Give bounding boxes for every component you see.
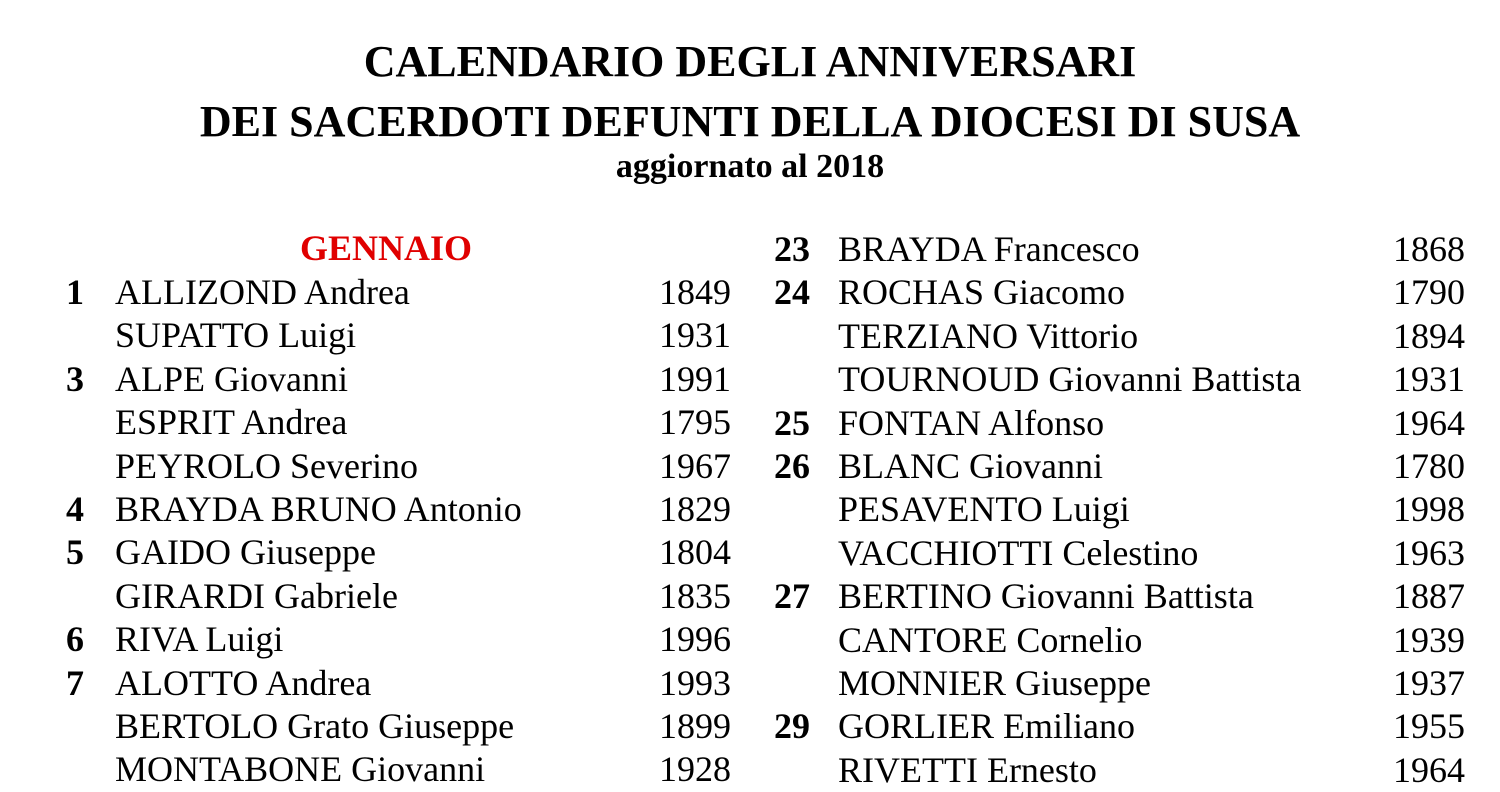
entry-name: FONTAN Alfonso <box>838 402 1105 443</box>
entry-name: TOURNOUD Giovanni Battista <box>838 359 1302 400</box>
entry-day: 5 <box>66 532 84 573</box>
entry-day: 7 <box>66 662 84 703</box>
entry-day: 24 <box>774 272 810 313</box>
entry-day: 27 <box>774 576 810 617</box>
entry-year: 1964 <box>1393 749 1465 790</box>
anniversary-entry <box>0 532 1500 575</box>
entry-year: 1899 <box>659 706 731 746</box>
anniversary-entry <box>0 315 1500 358</box>
entry-name: PEYROLO Severino <box>115 445 418 486</box>
entry-year: 1795 <box>659 402 731 443</box>
anniversary-entry <box>0 271 1500 314</box>
anniversary-entry <box>0 749 1500 792</box>
entry-name: BERTINO Giovanni Battista <box>838 576 1254 617</box>
anniversary-entry <box>0 445 1500 488</box>
entry-day: 29 <box>774 706 810 747</box>
entry-name: VACCHIOTTI Celestino <box>838 532 1199 573</box>
entry-year: 1928 <box>659 749 731 790</box>
entry-name: ALLIZOND Andrea <box>115 272 410 312</box>
entry-day: 4 <box>66 489 84 529</box>
entry-name: RIVETTI Ernesto <box>838 749 1097 790</box>
entry-year: 1849 <box>659 272 731 312</box>
anniversary-entry <box>0 619 1500 662</box>
entry-day: 1 <box>66 272 84 312</box>
anniversary-entry <box>0 575 1500 618</box>
entry-year: 1967 <box>659 445 731 486</box>
entry-year: 1868 <box>1393 229 1465 269</box>
update-note: aggiornato al 2018 <box>615 148 885 185</box>
entry-name: CANTORE Cornelio <box>838 619 1143 660</box>
entry-day: 26 <box>774 446 810 486</box>
entry-year: 1937 <box>1393 663 1465 703</box>
entry-day: 23 <box>774 229 810 269</box>
entry-day: 6 <box>66 619 84 660</box>
entry-name: ALPE Giovanni <box>115 358 348 399</box>
entry-name: ALOTTO Andrea <box>115 662 372 703</box>
entry-year: 1998 <box>1393 489 1465 530</box>
month-heading: GENNAIO <box>300 228 473 268</box>
anniversary-entry <box>0 228 1500 271</box>
entry-name: GAIDO Giuseppe <box>115 532 376 573</box>
entry-name: SUPATTO Luigi <box>115 315 357 356</box>
document-subtitle: DEI SACERDOTI DEFUNTI DELLA DIOCESI DI SUSA <box>199 97 1301 146</box>
anniversary-entry <box>0 488 1500 531</box>
entry-name: BRAYDA BRUNO Antonio <box>115 489 522 529</box>
entry-name: MONTABONE Giovanni <box>115 749 486 790</box>
entry-year: 1963 <box>1393 532 1465 573</box>
entry-year: 1780 <box>1393 446 1465 486</box>
entry-name: GIRARDI Gabriele <box>115 575 398 616</box>
entry-year: 1939 <box>1393 619 1465 660</box>
entry-name: RIVA Luigi <box>115 619 284 660</box>
entry-name: BLANC Giovanni <box>838 446 1103 486</box>
document-title: CALENDARIO DEGLI ANNIVERSARI <box>363 37 1137 86</box>
entry-day: 25 <box>774 402 810 443</box>
entry-year: 1790 <box>1393 272 1465 313</box>
entry-year: 1835 <box>659 575 731 616</box>
anniversary-entry <box>0 705 1500 748</box>
entry-year: 1996 <box>659 619 731 660</box>
entry-year: 1931 <box>1393 359 1465 400</box>
entry-name: TERZIANO Vittorio <box>838 315 1139 356</box>
entry-year: 1887 <box>1393 576 1465 617</box>
entry-year: 1894 <box>1393 315 1465 356</box>
anniversary-entry <box>0 402 1500 445</box>
entry-year: 1931 <box>659 315 731 356</box>
entry-year: 1993 <box>659 662 731 703</box>
entry-year: 1955 <box>1393 706 1465 747</box>
entry-name: GORLIER Emiliano <box>838 706 1135 747</box>
entry-name: PESAVENTO Luigi <box>838 489 1130 530</box>
entry-name: BRAYDA Francesco <box>838 229 1140 269</box>
entry-year: 1964 <box>1393 402 1465 443</box>
entry-name: ESPRIT Andrea <box>115 402 348 443</box>
entry-day: 3 <box>66 358 84 399</box>
entry-name: MONNIER Giuseppe <box>838 663 1151 703</box>
entry-name: BERTOLO Grato Giuseppe <box>115 706 515 746</box>
entry-year: 1829 <box>659 489 731 529</box>
entry-name: ROCHAS Giacomo <box>838 272 1125 313</box>
entry-year: 1991 <box>659 358 731 399</box>
anniversary-entry <box>0 662 1500 705</box>
entry-year: 1804 <box>659 532 731 573</box>
anniversary-entry <box>0 358 1500 401</box>
